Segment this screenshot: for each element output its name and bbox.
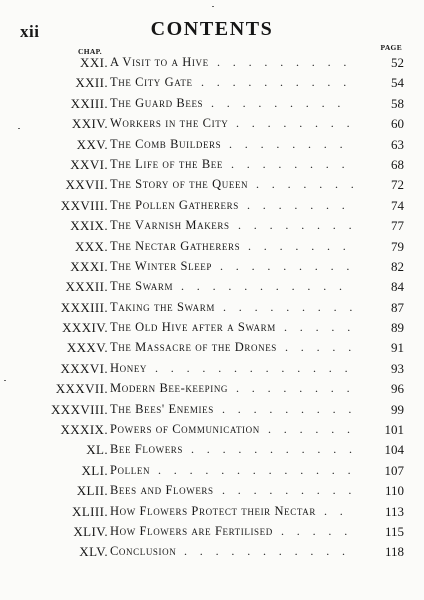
contents-entry	[0, 276, 424, 296]
contents-entry	[0, 93, 424, 113]
chapter-title: Bee Flowers	[110, 442, 184, 457]
contents-entry	[0, 337, 424, 357]
contents-entry	[0, 256, 424, 276]
contents-entry	[0, 72, 424, 92]
chapter-title: The Swarm	[110, 279, 174, 294]
dot-leader: .........	[222, 401, 365, 416]
page-column-header: PAGE	[380, 43, 402, 52]
dot-leader: .............	[155, 360, 361, 375]
page-number: 93	[391, 360, 404, 376]
page-number: 82	[391, 258, 404, 274]
chapter-title: Pollen	[110, 462, 151, 477]
chapter-title: Honey	[110, 360, 148, 375]
chapter-title: The Winter Sleep	[110, 258, 212, 273]
chapter-number: XLII.	[76, 483, 108, 499]
chapter-number: XXVII.	[65, 177, 108, 193]
chapter-number: XXI.	[80, 55, 108, 70]
contents-entry	[0, 480, 424, 500]
contents-entry	[0, 195, 424, 215]
dot-leader: .....	[281, 523, 360, 538]
contents-entry	[0, 358, 424, 378]
dot-leader: ...........	[184, 544, 358, 559]
page-number: 96	[391, 381, 404, 397]
page-number: 107	[384, 462, 404, 478]
contents-entry	[0, 113, 424, 133]
chapter-number: XL.	[86, 442, 108, 458]
chapter-title: How Flowers Protect their Nectar	[110, 503, 316, 518]
contents-entry	[0, 521, 424, 541]
chapter-number: XXIX.	[70, 218, 108, 234]
chapter-number: XXXVIII.	[51, 401, 108, 417]
page-number: 91	[391, 340, 404, 356]
page-number: 74	[391, 197, 404, 213]
dot-leader: ........	[229, 136, 356, 151]
contents-entry	[0, 501, 424, 521]
dot-leader: .......	[247, 197, 358, 212]
dot-leader: .........	[217, 55, 360, 69]
chapter-number: XXII.	[75, 75, 108, 91]
dot-leader: .........	[220, 258, 363, 273]
page-number: 115	[384, 523, 404, 539]
page-number: 104	[384, 442, 404, 458]
dot-leader: .......	[248, 238, 359, 253]
contents-entry	[0, 419, 424, 439]
dot-leader: ........	[231, 156, 358, 171]
page-number: 68	[391, 156, 404, 172]
dot-leader: .........	[223, 299, 366, 314]
dot-leader: .....	[284, 320, 363, 335]
chapter-number: XXV.	[76, 136, 108, 152]
dot-leader: .........	[211, 95, 354, 110]
chapter-number: XXXIII.	[60, 299, 108, 315]
contents-entry	[0, 52, 424, 72]
chapter-number: XXIV.	[71, 116, 108, 132]
page-number: 63	[391, 136, 404, 152]
page-number: 52	[391, 55, 404, 70]
dot-leader: ...........	[191, 442, 365, 457]
chapter-number: XXXVI.	[60, 360, 108, 376]
chapter-number: XXVIII.	[60, 197, 108, 213]
chapter-number: XLI.	[81, 462, 108, 478]
chapter-title: Bees and Flowers	[110, 483, 214, 498]
dot-leader: .............	[158, 462, 364, 477]
page-number: 54	[391, 75, 404, 91]
chapter-title: The Nectar Gatherers	[110, 238, 241, 253]
chapter-title: The Massacre of the Drones	[110, 340, 277, 355]
contents-entry	[0, 317, 424, 337]
page-number: 118	[384, 544, 404, 560]
page-number: 110	[384, 483, 404, 499]
page-number: 87	[391, 299, 404, 315]
chapter-title: Modern Bee-keeping	[110, 381, 229, 396]
dot-leader: .......	[256, 177, 367, 192]
page-number: 113	[384, 503, 404, 519]
chapter-title: Conclusion	[110, 544, 177, 559]
page-number: 60	[391, 116, 404, 132]
page-number: 58	[391, 95, 404, 111]
page-number: 79	[391, 238, 404, 254]
dot-leader: ..	[324, 503, 356, 518]
chapter-number: XXXI.	[70, 258, 108, 274]
contents-entry	[0, 378, 424, 398]
print-speck	[212, 6, 214, 7]
contents-entry	[0, 460, 424, 480]
dot-leader: ........	[236, 381, 363, 396]
contents-entry	[0, 439, 424, 459]
chapter-title: The Life of the Bee	[110, 156, 223, 171]
dot-leader: .....	[285, 340, 364, 355]
chapter-title: The Pollen Gatherers	[110, 197, 239, 212]
contents-entry	[0, 541, 424, 561]
dot-leader: ..........	[201, 75, 359, 90]
dot-leader: ......	[268, 422, 363, 437]
dot-leader: ...........	[181, 279, 355, 294]
page-number: 89	[391, 320, 404, 336]
page-number: 84	[391, 279, 404, 295]
chapter-column-header: CHAP.	[78, 47, 102, 56]
print-speck	[4, 380, 6, 381]
chapter-number: XXXVII.	[55, 381, 108, 397]
chapter-number: XXVI.	[70, 156, 108, 172]
contents-entry	[0, 154, 424, 174]
chapter-number: XXX.	[74, 238, 108, 254]
page-title: CONTENTS	[150, 18, 274, 40]
chapter-title: The City Gate	[110, 75, 193, 90]
chapter-title: Powers of Communication	[110, 422, 260, 437]
chapter-title: How Flowers are Fertilised	[110, 523, 273, 538]
contents-entry	[0, 236, 424, 256]
page-number: 72	[391, 177, 404, 193]
page-folio: xii	[20, 22, 40, 41]
print-speck	[18, 128, 20, 129]
chapter-number: XLV.	[79, 544, 108, 560]
chapter-title: A Visit to a Hive	[110, 55, 209, 69]
dot-leader: ........	[236, 116, 363, 131]
chapter-number: XXXIV.	[62, 320, 108, 336]
chapter-title: The Old Hive after a Swarm	[110, 320, 276, 335]
contents-entry	[0, 134, 424, 154]
dot-leader: .........	[222, 483, 365, 498]
contents-entry	[0, 399, 424, 419]
chapter-title: Workers in the City	[110, 116, 229, 131]
chapter-title: The Guard Bees	[110, 95, 204, 110]
page-number: 99	[391, 401, 404, 417]
chapter-title: The Comb Builders	[110, 136, 222, 151]
chapter-title: Taking the Swarm	[110, 299, 215, 314]
chapter-title: The Bees' Enemies	[110, 401, 214, 416]
chapter-number: XLIV.	[73, 523, 108, 539]
page-number: 101	[384, 422, 404, 438]
chapter-number: XLIII.	[72, 503, 108, 519]
page-number: 77	[391, 218, 404, 234]
contents-list	[0, 52, 424, 562]
chapter-number: XXXV.	[66, 340, 108, 356]
contents-entry	[0, 174, 424, 194]
chapter-title: The Varnish Makers	[110, 218, 230, 233]
contents-entry	[0, 297, 424, 317]
chapter-number: XXXII.	[65, 279, 108, 295]
chapter-number: XXIII.	[70, 95, 108, 111]
chapter-number: XXXIX.	[60, 422, 108, 438]
contents-entry	[0, 215, 424, 235]
dot-leader: ........	[238, 218, 365, 233]
chapter-title: The Story of the Queen	[110, 177, 249, 192]
